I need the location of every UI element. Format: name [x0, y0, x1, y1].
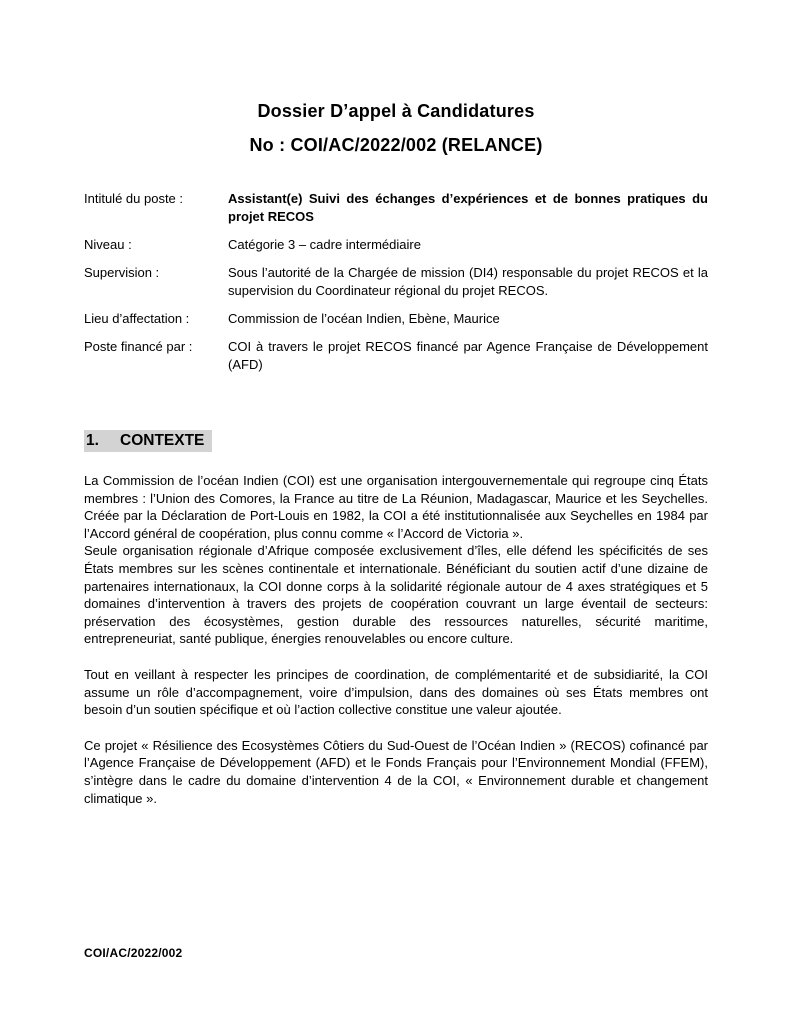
- field-row-niveau: [84, 236, 708, 254]
- field-row-lieu-affectation: [84, 310, 708, 328]
- field-value: COI à travers le projet RECOS financé par Agence Française de Développement (AFD): [228, 339, 708, 372]
- field-value: Commission de l’océan Indien, Ebène, Maurice: [228, 311, 500, 326]
- field-row-supervision: [84, 264, 708, 300]
- paragraph-2: Seule organisation régionale d’Afrique composée exclusivement d’îles, elle défend les spécificités de ses États membres sur les scènes continentale et internationale. Bénéficiant du soutien actif d’une dizaine de partenaires internationaux, la COI donne corps à la solidarité régionale autour de 4 axes stratégiques et 5 domaines d’intervention à travers des projets de coopération couvrant un large éventail de secteurs: préservation des écosystèmes, gestion durable des ressources naturelles, sécurité maritime, entrepreneuriat, santé publique, énergies renouvelables ou encore culture.: [84, 543, 708, 647]
- document-title-line1: Dossier D’appel à Candidatures: [257, 101, 535, 121]
- field-value: Catégorie 3 – cadre intermédiaire: [228, 237, 421, 252]
- field-label: Lieu d’affectation :: [84, 311, 190, 326]
- paragraph-1: La Commission de l’océan Indien (COI) est une organisation intergouvernementale qui regroupe cinq États membres : l’Union des Comores, la France au titre de La Réunion, Madagascar, Maurice et les Seychelles. Créée par la Déclaration de Port-Louis en 1982, la COI a été institutionnalisée aux Seychelles en 1984 par l’Accord général de coopération, plus connu comme « l’Accord de Victoria ».: [84, 473, 708, 541]
- paragraph-4: Ce projet « Résilience des Ecosystèmes Côtiers du Sud-Ouest de l’Océan Indien » (RECOS) cofinancé par l’Agence Française de Développement (AFD) et le Fonds Français pour l’Environnement Mondial (FFEM), s’intègre dans le cadre du domaine d’intervention 4 de la COI, « Environnement durable et changement climatique ».: [84, 737, 708, 806]
- field-value: Assistant(e) Suivi des échanges d’expériences et de bonnes pratiques du projet RECOS: [228, 191, 708, 224]
- document-title: [84, 0, 708, 162]
- section-title: CONTEXTE: [120, 432, 205, 449]
- field-row-intitule-du-poste: [84, 190, 708, 226]
- job-fields: [84, 190, 708, 374]
- section-number: 1.: [86, 432, 99, 449]
- field-row-poste-finance-par: [84, 338, 708, 374]
- document-title-line2: No : COI/AC/2022/002 (RELANCE): [249, 135, 543, 155]
- footer-reference: COI/AC/2022/002: [84, 946, 183, 960]
- field-label: Supervision :: [84, 265, 160, 280]
- section-heading-contexte: [84, 430, 212, 452]
- field-label: Niveau :: [84, 237, 132, 252]
- context-body: [84, 472, 708, 807]
- field-label: Intitulé du poste :: [84, 191, 184, 206]
- field-value: Sous l’autorité de la Chargée de mission (DI4) responsable du projet RECOS et la supervision du Coordinateur régional du projet RECOS.: [228, 265, 708, 298]
- field-label: Poste financé par :: [84, 339, 193, 354]
- paragraph-3: Tout en veillant à respecter les principes de coordination, de complémentarité et de subsidiarité, la COI assume un rôle d’accompagnement, voire d’impulsion, dans des domaines où ses États membres ont besoin d’un soutien spécifique et où l’action collective constitue une valeur ajoutée.: [84, 666, 708, 718]
